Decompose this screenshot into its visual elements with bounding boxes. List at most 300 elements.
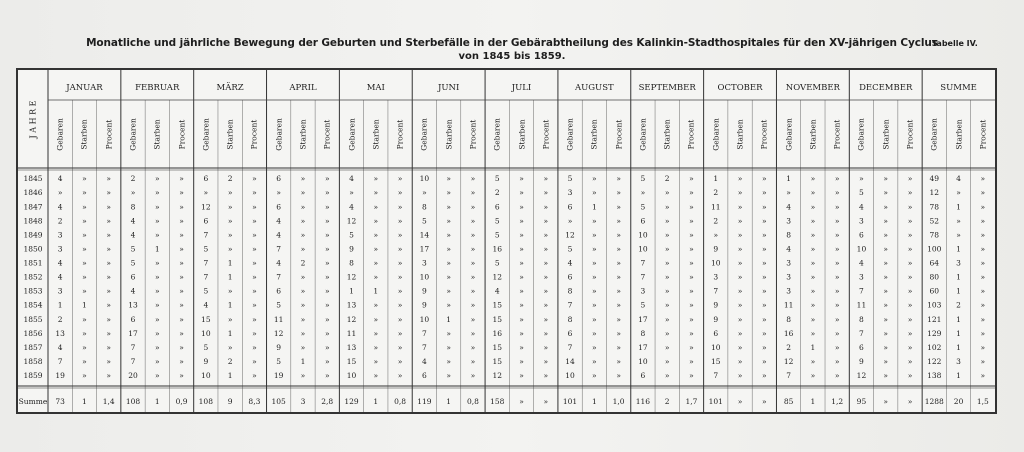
table-cell: » [689, 174, 694, 184]
table-cell: » [324, 272, 330, 282]
table-cell: » [373, 314, 379, 324]
month-header: JUNI [437, 83, 460, 93]
table-cell: 13 [346, 342, 357, 352]
table-cell: » [592, 342, 597, 352]
sum-cell: 101 [708, 397, 723, 406]
table-cell: » [227, 314, 233, 324]
table-cell: 1 [956, 286, 961, 296]
table-cell: 6 [203, 216, 209, 226]
year-label: 1845 [23, 174, 43, 184]
table-cell: » [616, 216, 621, 226]
table-cell: » [397, 202, 403, 212]
sum-cell: 119 [417, 397, 432, 406]
subheader-procent: Procent [249, 119, 259, 149]
table-cell: » [519, 188, 524, 198]
table-cell: » [907, 216, 913, 226]
table-cell: 9 [276, 342, 282, 352]
table-cell: 64 [929, 258, 940, 268]
table-cell: 4 [130, 216, 136, 226]
table-cell: » [373, 244, 379, 254]
table-cell: 17 [419, 244, 430, 254]
table-label: Tabelle IV. [932, 39, 978, 48]
table-cell: 122 [927, 356, 942, 366]
table-cell: » [446, 300, 451, 310]
table-cell: 2 [664, 174, 670, 184]
table-cell: 5 [494, 230, 500, 240]
table-cell: » [154, 216, 160, 226]
table-cell: » [616, 230, 621, 240]
table-cell: » [519, 300, 524, 310]
table-cell: 10 [201, 371, 211, 381]
table-cell: 3 [786, 216, 791, 226]
year-label: 1851 [23, 258, 43, 268]
table-cell: 2 [786, 342, 791, 352]
table-cell: » [519, 216, 524, 226]
table-cell: » [252, 328, 257, 338]
table-cell: 8 [567, 286, 573, 296]
table-cell: » [446, 216, 451, 226]
table-cell: » [592, 356, 597, 366]
table-cell: 10 [856, 244, 867, 254]
table-cell: 6 [713, 328, 719, 338]
table-cell: » [300, 216, 306, 226]
table-cell: 9 [203, 356, 209, 366]
table-cell: 7 [203, 258, 209, 268]
table-cell: » [324, 356, 330, 366]
table-cell: » [82, 356, 87, 366]
table-cell: 5 [130, 244, 136, 254]
table-cell: » [810, 188, 816, 198]
table-cell: 60 [929, 286, 940, 296]
table-cell: 3 [859, 216, 864, 226]
table-cell: » [737, 300, 743, 310]
table-cell: » [980, 286, 986, 296]
table-cell: » [883, 272, 889, 282]
table-cell: 5 [203, 286, 209, 296]
table-cell: » [592, 272, 597, 282]
table-cell: » [907, 244, 913, 254]
table-cell: 2 [57, 216, 63, 226]
table-cell: » [179, 174, 184, 184]
table-cell: 1 [786, 174, 791, 184]
table-cell: 11 [346, 328, 357, 338]
table-cell: » [252, 216, 257, 226]
year-label: 1857 [23, 342, 43, 352]
table-cell: » [664, 342, 670, 352]
table-cell: » [543, 174, 549, 184]
table-cell: » [106, 328, 112, 338]
table-cell: 9 [713, 314, 719, 324]
year-column-header: J A H R E [28, 100, 38, 138]
table-cell: » [956, 216, 961, 226]
sum-label: Summe [18, 397, 48, 406]
table-cell: » [179, 202, 184, 212]
table-cell: » [324, 188, 330, 198]
table-cell: » [592, 371, 597, 381]
table-cell: 7 [421, 328, 427, 338]
table-cell: » [470, 216, 476, 226]
table-cell: » [300, 244, 306, 254]
table-cell: » [762, 216, 767, 226]
table-cell: » [446, 230, 451, 240]
table-cell: » [834, 356, 840, 366]
table-cell: » [373, 188, 379, 198]
table-cell: 2 [494, 188, 500, 198]
table-cell: » [616, 188, 621, 198]
table-cell: 1 [227, 272, 233, 282]
subheader-starben: Starben [881, 118, 891, 150]
table-cell: 6 [276, 202, 282, 212]
month-header: NOVEMBER [785, 83, 840, 93]
table-cell: » [883, 174, 889, 184]
table-cell: » [106, 258, 112, 268]
table-cell: » [810, 244, 816, 254]
table-cell: » [106, 188, 112, 198]
table-cell: » [883, 286, 889, 296]
table-cell: » [470, 314, 476, 324]
table-cell: » [834, 328, 840, 338]
table-cell: » [592, 188, 597, 198]
table-cell: » [810, 174, 816, 184]
table-cell: » [324, 174, 330, 184]
table-cell: » [179, 188, 184, 198]
table-cell: 7 [713, 371, 719, 381]
subheader-gebaren: Gebaren [638, 117, 648, 151]
table-cell: » [300, 314, 306, 324]
sum-cell: 9 [227, 397, 233, 406]
table-cell: » [82, 230, 87, 240]
table-cell: 5 [859, 188, 864, 198]
table-cell: 10 [419, 174, 430, 184]
table-cell: » [470, 356, 476, 366]
table-cell: » [397, 314, 403, 324]
table-cell: » [276, 188, 281, 198]
table-cell: » [130, 188, 136, 198]
table-cell: 3 [57, 230, 63, 240]
table-grid [18, 70, 995, 412]
table-cell: 4 [349, 202, 354, 212]
table-cell: » [519, 244, 524, 254]
table-cell: » [592, 174, 597, 184]
table-cell: » [907, 300, 913, 310]
table-cell: » [446, 202, 451, 212]
table-cell: » [252, 188, 257, 198]
subheader-gebaren: Gebaren [492, 117, 502, 151]
table-cell: » [737, 174, 743, 184]
table-cell: 1 [956, 328, 961, 338]
table-cell: » [810, 216, 816, 226]
table-cell: » [543, 342, 549, 352]
table-cell: » [252, 244, 257, 254]
table-cell: » [179, 328, 184, 338]
year-label: 1846 [23, 188, 43, 198]
month-header: AUGUST [574, 83, 614, 93]
table-cell: 6 [640, 371, 646, 381]
table-cell: » [834, 342, 840, 352]
table-cell: 1 [956, 342, 961, 352]
table-cell: » [810, 300, 816, 310]
table-cell: 129 [927, 328, 942, 338]
table-cell: » [640, 188, 646, 198]
table-cell: 1 [810, 342, 816, 352]
table-cell: » [519, 174, 524, 184]
subheader-starben: Starben [371, 118, 381, 150]
sum-cell: 1,5 [976, 397, 989, 406]
table-cell: » [762, 300, 767, 310]
table-cell: » [664, 230, 670, 240]
table-cell: 1 [956, 371, 961, 381]
table-cell: 3 [786, 272, 791, 282]
table-cell: » [664, 202, 670, 212]
table-cell: » [252, 286, 257, 296]
table-cell: » [154, 230, 160, 240]
table-cell: 2 [130, 174, 136, 184]
table-cell: » [834, 371, 840, 381]
year-label: 1858 [23, 356, 43, 366]
table-cell: » [397, 188, 403, 198]
table-cell: 7 [640, 272, 646, 282]
table-cell: » [834, 230, 840, 240]
table-cell: » [82, 314, 87, 324]
table-cell: 3 [956, 356, 961, 366]
table-cell: » [397, 216, 403, 226]
subheader-gebaren: Gebaren [565, 117, 575, 151]
table-cell: 8 [786, 314, 791, 324]
sum-cell: 3 [300, 397, 306, 406]
table-cell: » [470, 202, 476, 212]
table-cell: » [154, 286, 160, 296]
year-label: 1854 [23, 300, 43, 310]
table-cell: 10 [710, 258, 721, 268]
month-header: DECEMBER [859, 83, 913, 93]
table-cell: » [154, 272, 160, 282]
sum-cell: 1 [154, 397, 160, 406]
table-cell: » [883, 328, 889, 338]
table-cell: 1 [82, 300, 87, 310]
table-cell: » [252, 202, 257, 212]
table-cell: » [616, 342, 621, 352]
table-cell: 14 [565, 356, 575, 366]
table-cell: » [664, 258, 670, 268]
table-cell: » [834, 216, 840, 226]
subheader-procent: Procent [905, 119, 915, 149]
table-cell: » [300, 300, 306, 310]
subheader-gebaren: Gebaren [347, 117, 357, 151]
table-cell: » [519, 328, 524, 338]
table-cell: » [689, 258, 694, 268]
sum-cell: 2 [664, 397, 670, 406]
table-cell: 12 [201, 202, 211, 212]
table-cell: 6 [130, 314, 136, 324]
table-cell: 10 [201, 328, 211, 338]
table-cell: » [470, 371, 476, 381]
table-cell: » [154, 300, 160, 310]
table-cell: 7 [567, 342, 573, 352]
table-cell: » [810, 328, 816, 338]
table-cell: » [252, 342, 257, 352]
table-cell: » [956, 188, 961, 198]
table-cell: » [324, 371, 330, 381]
table-cell: » [154, 371, 160, 381]
table-cell: 1 [373, 286, 379, 296]
sum-cell: 0,8 [394, 397, 407, 406]
table-cell: 4 [859, 202, 864, 212]
table-cell: » [519, 272, 524, 282]
table-cell: » [543, 258, 549, 268]
table-cell: 3 [57, 286, 63, 296]
table-cell: 12 [565, 230, 575, 240]
table-cell: » [737, 328, 743, 338]
month-header: SUMME [940, 83, 977, 93]
table-cell: 19 [273, 371, 284, 381]
table-cell: 7 [859, 328, 864, 338]
table-cell: » [227, 188, 233, 198]
table-cell: 7 [640, 258, 646, 268]
table-cell: » [810, 356, 816, 366]
table-cell: » [592, 258, 597, 268]
table-cell: » [689, 356, 694, 366]
table-cell: » [179, 244, 184, 254]
table-cell: » [57, 188, 63, 198]
table-cell: 4 [203, 300, 209, 310]
table-cell: 12 [492, 371, 502, 381]
table-cell: 8 [567, 314, 573, 324]
table-cell: » [373, 371, 379, 381]
table-cell: » [834, 188, 840, 198]
table-cell: » [397, 244, 403, 254]
table-cell: » [762, 258, 767, 268]
table-cell: » [543, 272, 549, 282]
year-label: 1856 [23, 328, 43, 338]
table-cell: » [82, 202, 87, 212]
table-cell: » [470, 300, 476, 310]
table-cell: » [82, 342, 87, 352]
table-cell: » [154, 314, 160, 324]
table-cell: 3 [956, 258, 961, 268]
table-cell: » [907, 202, 913, 212]
table-cell: » [543, 244, 549, 254]
table-cell: 1 [956, 244, 961, 254]
table-cell: 17 [128, 328, 138, 338]
table-cell: » [300, 286, 306, 296]
table-cell: » [616, 300, 621, 310]
table-cell: » [834, 174, 840, 184]
table-cell: 4 [786, 244, 791, 254]
table-cell: » [543, 314, 549, 324]
table-cell: 2 [227, 174, 233, 184]
table-cell: » [762, 244, 767, 254]
table-cell: » [106, 371, 112, 381]
table-cell: » [373, 272, 379, 282]
table-cell: » [324, 314, 330, 324]
table-cell: 12 [856, 371, 867, 381]
subheader-starben: Starben [662, 118, 672, 150]
table-cell: » [300, 342, 306, 352]
table-cell: 1 [300, 356, 306, 366]
table-cell: 4 [57, 258, 63, 268]
year-label: 1848 [23, 216, 43, 226]
table-cell: » [592, 300, 597, 310]
table-cell: 11 [783, 300, 794, 310]
table-cell: » [106, 314, 112, 324]
table-cell: 3 [859, 272, 864, 282]
table-cell: » [446, 258, 451, 268]
sum-cell: 1 [446, 397, 452, 406]
table-cell: » [664, 188, 670, 198]
table-cell: 15 [201, 314, 211, 324]
table-cell: » [616, 258, 621, 268]
table-cell: » [762, 328, 767, 338]
table-cell: » [664, 328, 670, 338]
table-cell: 7 [203, 272, 209, 282]
table-cell: » [980, 258, 986, 268]
table-cell: 102 [927, 342, 942, 352]
table-cell: » [373, 342, 379, 352]
table-cell: » [154, 174, 160, 184]
table-cell: » [179, 286, 184, 296]
table-cell: » [616, 272, 621, 282]
table-cell: 2 [300, 258, 306, 268]
subheader-gebaren: Gebaren [55, 117, 65, 151]
table-cell: » [154, 356, 160, 366]
table-cell: » [980, 342, 986, 352]
table-cell: 49 [929, 174, 940, 184]
table-cell: 1 [227, 300, 233, 310]
subheader-procent: Procent [395, 119, 405, 149]
table-cell: » [106, 244, 112, 254]
month-header: MÄRZ [216, 83, 244, 93]
table-cell: » [300, 328, 306, 338]
table-cell: » [883, 202, 889, 212]
table-cell: 4 [421, 356, 427, 366]
table-cell: » [834, 258, 840, 268]
table-cell: » [689, 286, 694, 296]
table-cell: » [980, 314, 986, 324]
table-cell: 15 [492, 314, 502, 324]
table-cell: 13 [128, 300, 138, 310]
table-cell: » [106, 286, 112, 296]
table-cell: » [980, 188, 986, 198]
table-cell: » [543, 230, 549, 240]
table-cell: 12 [346, 272, 357, 282]
table-cell: » [324, 342, 330, 352]
table-cell: » [664, 286, 670, 296]
table-cell: » [179, 230, 184, 240]
table-cell: » [762, 202, 767, 212]
table-cell: » [106, 342, 112, 352]
year-label: 1847 [23, 202, 43, 212]
table-cell: 4 [276, 216, 282, 226]
table-cell: 11 [273, 314, 284, 324]
sum-cell: 85 [783, 397, 794, 406]
year-label: 1852 [23, 272, 43, 282]
table-cell: » [883, 371, 889, 381]
table-cell: 5 [203, 244, 209, 254]
table-cell: » [300, 371, 306, 381]
table-cell: 7 [57, 356, 63, 366]
table-cell: 7 [713, 286, 719, 296]
table-cell: » [470, 328, 476, 338]
table-cell: » [519, 230, 524, 240]
table-cell: » [519, 371, 524, 381]
subheader-gebaren: Gebaren [856, 117, 866, 151]
table-cell: 14 [419, 230, 430, 240]
year-label: 1853 [23, 286, 43, 296]
table-cell: 15 [710, 356, 721, 366]
table-cell: 2 [713, 216, 719, 226]
table-cell: » [543, 188, 549, 198]
table-cell: 2 [713, 188, 719, 198]
